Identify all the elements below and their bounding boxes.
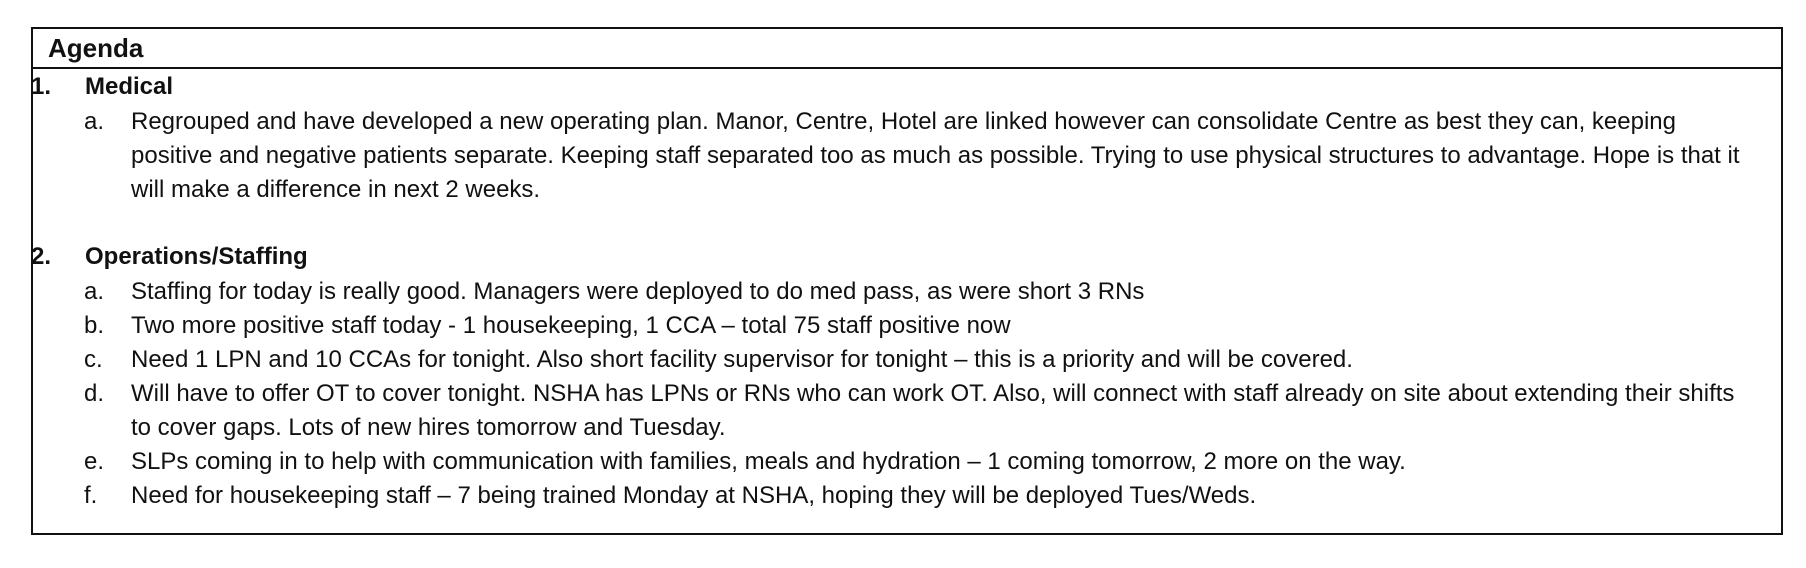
item-text: Will have to offer OT to cover tonight. NSHA has LPNs or RNs who can work OT. Also, will connect with staff already on site about extending their shifts to cover gaps. Lots of new hires tomorrow and Tuesday. [131,380,1735,441]
item-letter: b. [84,312,105,339]
item-letter: e. [84,448,105,475]
item-text: Need 1 LPN and 10 CCAs for tonight. Also short facility supervisor for tonight – this is a priority and will be covered. [131,346,1353,373]
agenda-table [31,27,1783,535]
section-number: 2. [31,243,52,270]
section-title: Operations/Staffing [85,243,308,270]
section-heading [33,239,1781,275]
list-item [33,309,1781,343]
list-item [33,479,1781,513]
item-text: SLPs coming in to help with communication with families, meals and hydration – 1 coming tomorrow, 2 more on the way. [131,448,1406,475]
list-item [33,275,1781,309]
item-text: Two more positive staff today - 1 housekeeping, 1 CCA – total 75 staff positive now [131,312,1011,339]
item-letter: a. [84,108,105,135]
item-letter: f. [84,482,98,509]
list-item [33,105,1781,207]
section-operations-staffing [33,239,1781,513]
list-item [33,377,1781,445]
section-medical [33,69,1781,207]
item-letter: c. [84,346,103,373]
item-letter: d. [84,380,105,407]
item-text: Need for housekeeping staff – 7 being trained Monday at NSHA, hoping they will be deployed Tues/Weds. [131,482,1257,509]
item-text: Regrouped and have developed a new operating plan. Manor, Centre, Hotel are linked however can consolidate Centre as best they can, keeping positive and negative patients separate. Keeping staff separated too as much as possible. Trying to use physical structures to advantage. Hope is that it will make a difference in next 2 weeks. [131,108,1740,203]
item-text: Staffing for today is really good. Managers were deployed to do med pass, as were short 3 RNs [131,278,1145,305]
list-item [33,445,1781,479]
section-title: Medical [85,73,174,100]
item-letter: a. [84,278,105,305]
section-number: 1. [31,73,52,100]
item-list [33,105,1781,207]
list-item [33,343,1781,377]
item-list [33,275,1781,513]
section-heading [33,69,1781,105]
agenda-title: Agenda [33,29,1781,69]
